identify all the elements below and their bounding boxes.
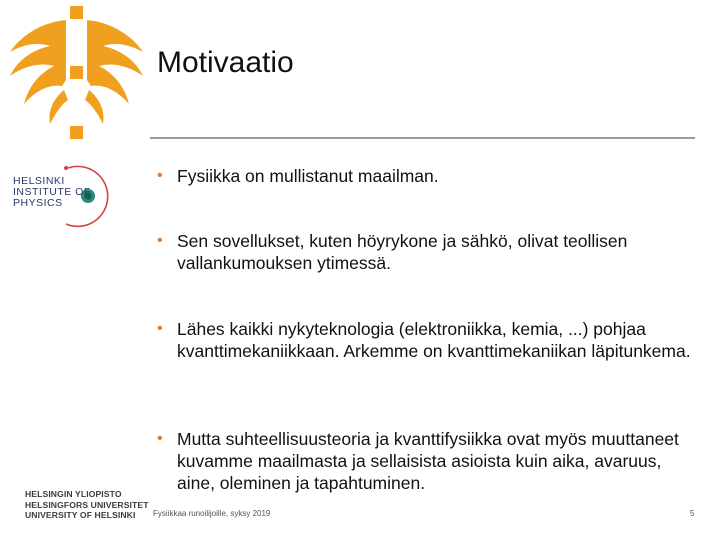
bullet-dot: • [157, 430, 163, 447]
hip-logo-text [13, 176, 91, 209]
bullet-text: Fysiikka on mullistanut maailman. [177, 166, 439, 186]
hip-logo-line3: PHYSICS [13, 197, 63, 209]
footer-course-name: Fysiikkaa runoilijoille, syksy 2019 [153, 509, 271, 518]
bullet-item [155, 428, 700, 494]
page-number: 5 [690, 509, 695, 518]
university-wordmark [25, 489, 149, 521]
uh-logo-line2: HELSINGFORS UNIVERSITET [25, 499, 149, 510]
uh-logo-line1: HELSINGIN YLIOPISTO [25, 489, 122, 499]
bullet-text: Sen sovellukset, kuten höyrykone ja sähkö, olivat teollisen vallankumouksen ytimessä. [177, 231, 628, 273]
hip-logo-line1: HELSINKI [13, 175, 65, 187]
bullet-dot: • [157, 167, 163, 184]
bullet-dot: • [157, 320, 163, 337]
university-flame-logo [4, 0, 152, 150]
bullet-text: Mutta suhteellisuusteoria ja kvanttifysiikka ovat myös muuttaneet kuvamme maailmasta ja sellaisista asioista kuin aika, avaruus, aine, oleminen ja tapahtuminen. [177, 429, 679, 493]
bullet-item [155, 165, 700, 187]
bullet-text: Lähes kaikki nykyteknologia (elektroniikka, kemia, ...) pohjaa kvanttimekaniikkaan. Arkemme on kvanttimekaniikan läpitunkema. [177, 319, 691, 361]
uh-logo-line3: UNIVERSITY OF HELSINKI [25, 510, 136, 520]
slide-title: Motivaatio [157, 46, 294, 79]
hip-logo-line2: INSTITUTE OF [13, 186, 91, 198]
title-divider [150, 137, 695, 139]
bullet-item [155, 318, 700, 362]
bullet-dot: • [157, 232, 163, 249]
bullet-item [155, 230, 700, 274]
